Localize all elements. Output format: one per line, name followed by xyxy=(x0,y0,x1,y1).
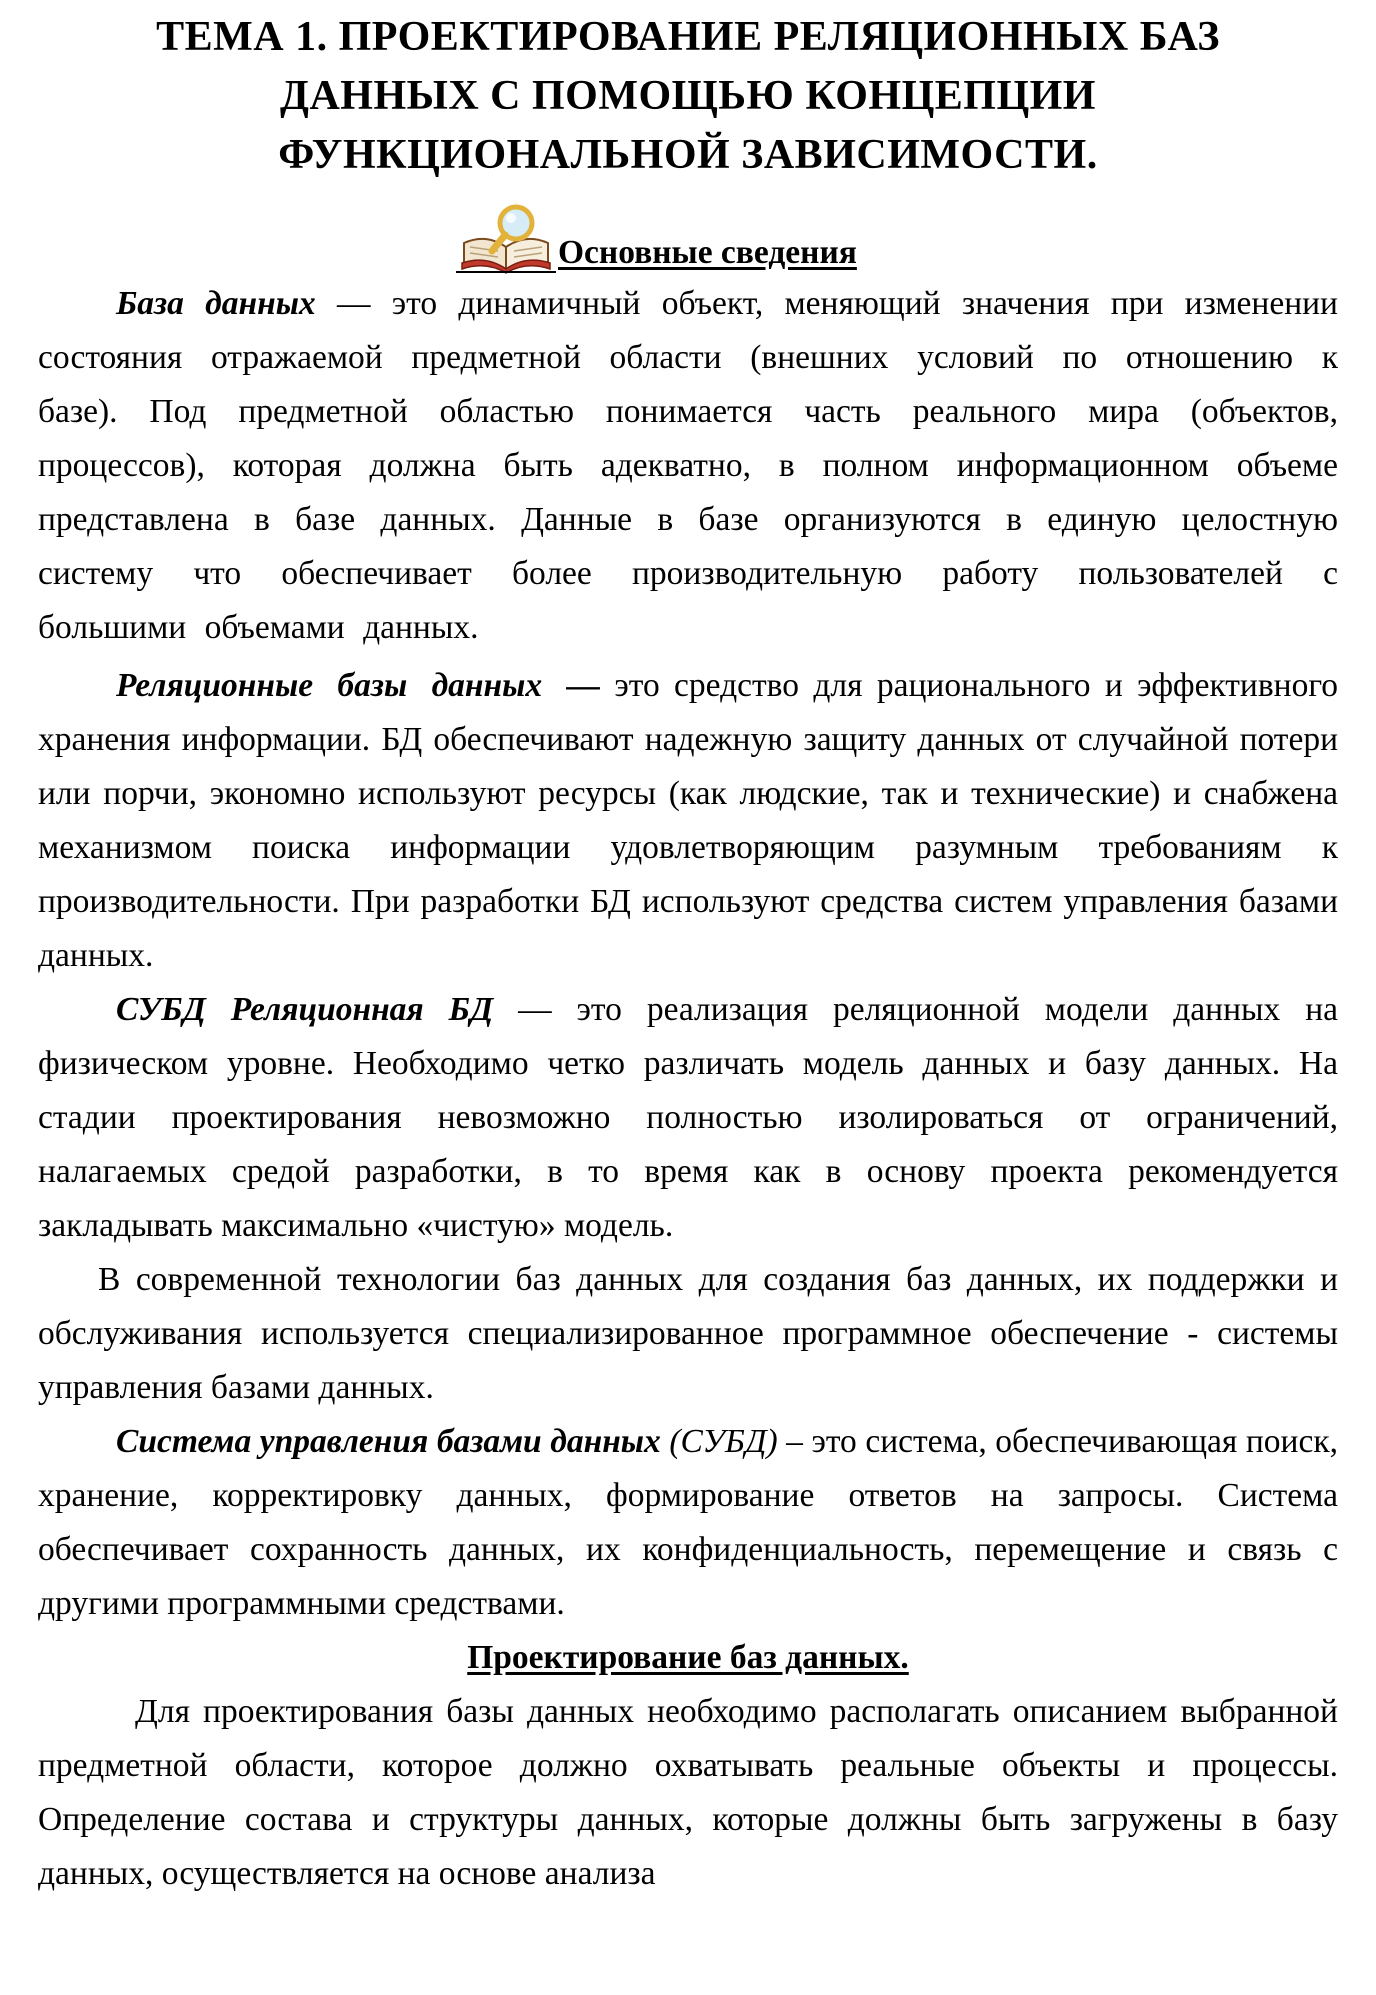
term-dbms-abbr: (СУБД) xyxy=(660,1423,778,1460)
term-relational-db: Реляционные базы данных — xyxy=(116,667,600,704)
title-line-1: ТЕМА 1. ПРОЕКТИРОВАНИЕ РЕЛЯЦИОННЫХ БАЗ xyxy=(156,14,1220,60)
document-title xyxy=(38,8,1338,185)
paragraph-relational-db-text: это средство для рационального и эффективного хранения информации. БД обеспечивают надежную защиту данных от случайной потери или порчи, экономно используют ресурсы (как людские, так и технические) и снабжена механизмом поиска информации удовлетворяющим разумным требованиям к производительности. При разработки БД используют средства систем управления базами данных. xyxy=(38,667,1339,974)
paragraph-modern-technology xyxy=(38,1253,1338,1415)
term-database: База данных xyxy=(116,285,316,322)
title-line-3: ФУНКЦИОНАЛЬНОЙ ЗАВИСИМОСТИ. xyxy=(278,132,1098,178)
term-dbms-relational: СУБД Реляционная БД xyxy=(116,991,494,1028)
paragraph-dbms-definition-text: – это система, обеспечивающая поиск, хранение, корректировку данных, формирование ответов на запросы. Система обеспечивает сохранность данных, их конфиденциальность, перемещение и связь с другими программными средствами. xyxy=(38,1423,1338,1622)
paragraph-modern-technology-text: В современной технологии баз данных для создания баз данных, их поддержки и обслуживания используется специализированное программное обеспечение - системы управления базами данных. xyxy=(38,1261,1338,1406)
term-dbms: Система управления базами данных xyxy=(116,1423,661,1460)
paragraph-relational-db xyxy=(38,659,1338,983)
section-heading-basics-text: Основные сведения xyxy=(558,234,857,271)
section-heading-basics xyxy=(38,185,1338,277)
paragraph-design-text: Для проектирования базы данных необходимо располагать описанием выбранной предметной области, которое должно охватывать реальные объекты и процессы. Определение состава и структуры данных, которые должны быть загружены в базу данных, осуществляется на основе анализа xyxy=(38,1693,1338,1892)
paragraph-database-text: — это динамичный объект, меняющий значения при изменении состояния отражаемой предметной области (внешних условий по отношению к базе). Под предметной областью понимается часть реального мира (объектов, процессов), которая должна быть адекватно, в полном информационном объеме представлена в базе данных. Данные в базе организуются в единую целостную систему что обеспечивает более производительную работу пользователей с большими объемами данных. xyxy=(38,285,1338,646)
paragraph-design xyxy=(38,1685,1338,1901)
paragraph-dbms-relational-text: — это реализация реляционной модели данных на физическом уровне. Необходимо четко различать модель данных и базу данных. На стадии проектирования невозможно полностью изолироваться от ограничений, налагаемых средой разработки, в то время как в основу проекта рекомендуется закладывать максимально «чистую» модель. xyxy=(38,991,1339,1244)
title-line-2: ДАННЫХ С ПОМОЩЬЮ КОНЦЕПЦИИ xyxy=(280,73,1096,119)
paragraph-dbms-definition xyxy=(38,1415,1338,1631)
paragraph-database xyxy=(38,277,1338,655)
paragraph-dbms-relational xyxy=(38,983,1338,1253)
section-heading-design: Проектирование баз данных. xyxy=(467,1639,909,1676)
